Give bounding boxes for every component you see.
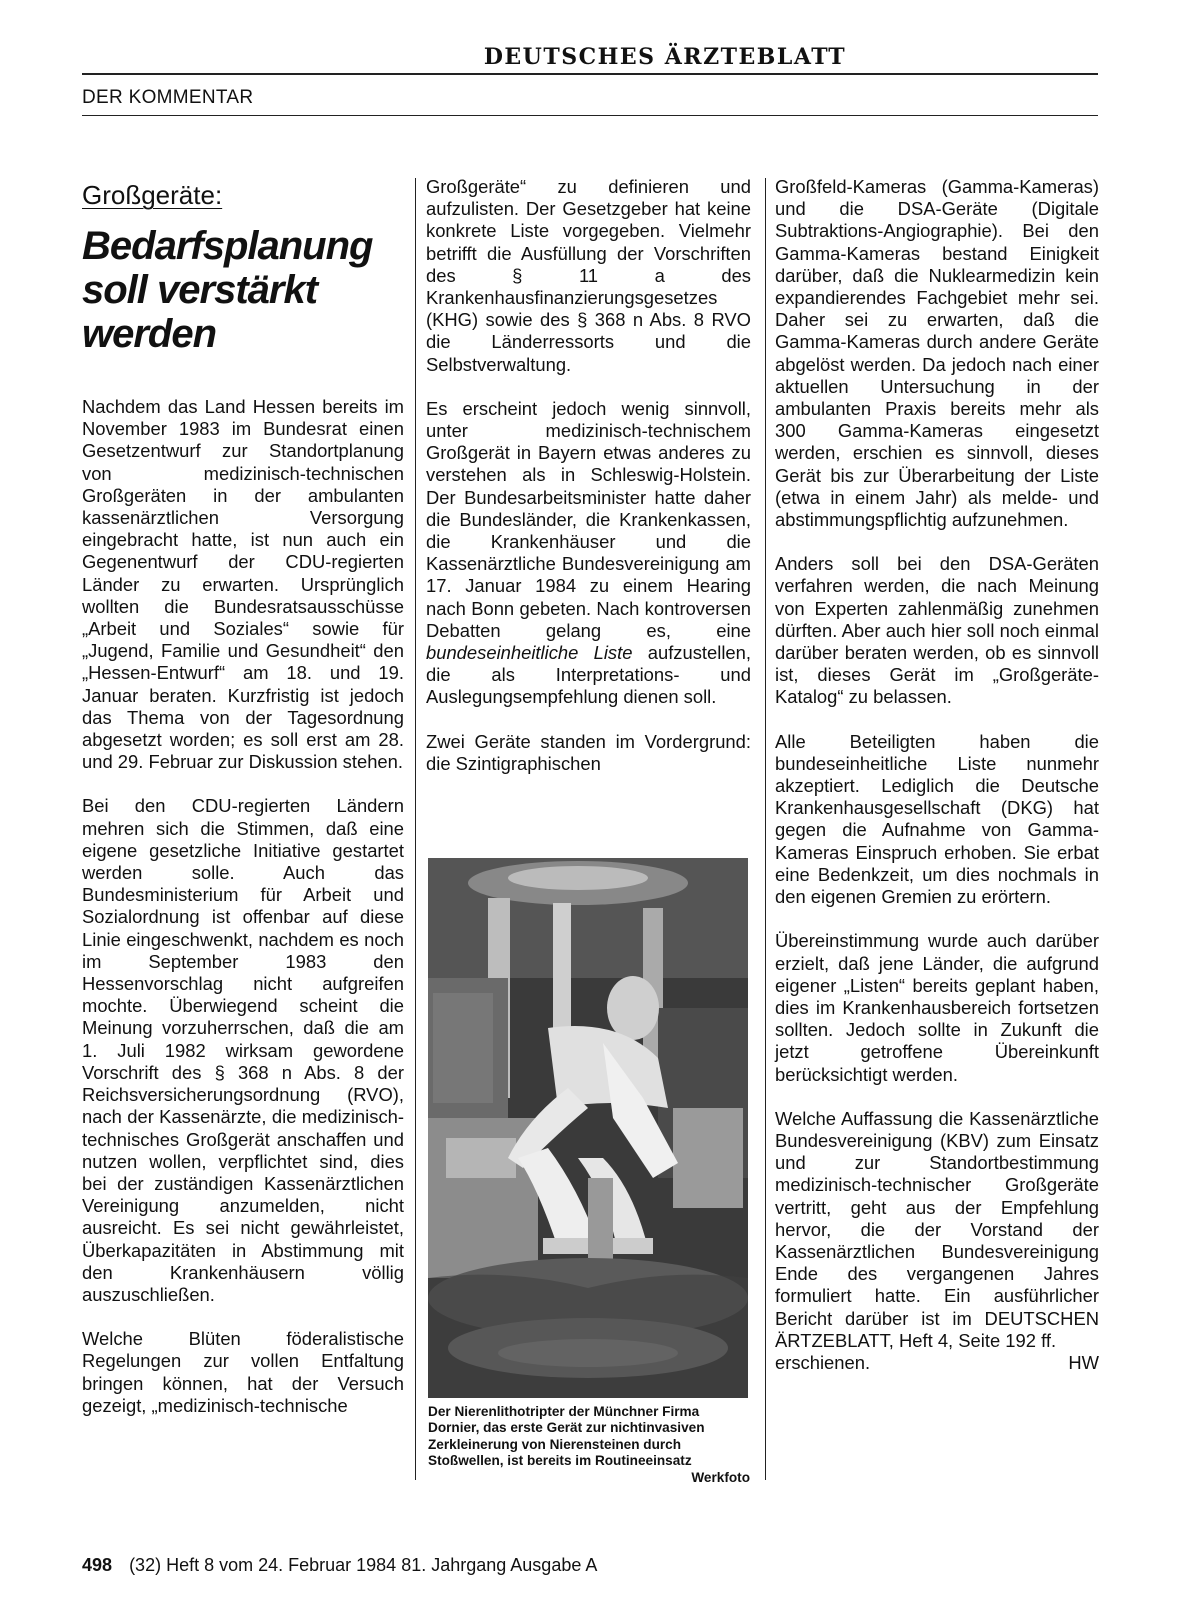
paragraph: Übereinstimmung wurde auch darüber erzielt, daß jene Länder, die aufgrund eigener „Listen“ bereits geplant haben, dies im Krankenhausbereich fortsetzen sollten. Jedoch sollte in Zukunft die jetzt getroffene Übereinkunft berücksichtigt werden.: [775, 930, 1099, 1085]
photo-credit: Werkfoto: [691, 1469, 750, 1485]
caption-text: Der Nierenlithotripter der Münchner Firma Dornier, das erste Gerät zur nichtinvasiven Zerkleinerung von Nierensteinen durch Stoßwellen, ist bereits im Routineeinsatz: [428, 1404, 705, 1469]
paragraph: Alle Beteiligten haben die bundeseinheitliche Liste nunmehr akzeptiert. Lediglich die Deutsche Krankenhausgesellschaft (DKG) hat gegen die Aufnahme von Gamma-Kameras Einspruch erhoben. Sie erbat eine Bedenkzeit, um dies nochmals in den eigenen Gremien zu erörtern.: [775, 730, 1099, 908]
lithotripter-photo: [428, 858, 748, 1398]
article-column-3: [775, 176, 1099, 1374]
article-kicker: [82, 180, 222, 211]
masthead-rule: [82, 73, 1098, 75]
column-divider-right: [765, 178, 766, 1480]
paragraph: Großgeräte“ zu definieren und aufzulisten. Der Gesetzgeber hat keine konkrete Liste vorgegeben. Vielmehr betrifft die Ausfüllung der Vorschriften des § 11 a des Krankenhausfinanzierungsgesetzes (KHG) sowie des § 368 n Abs. 8 RVO die Länderressorts und die Selbstverwaltung.: [426, 176, 751, 375]
signoff-line: [775, 1352, 1099, 1374]
paragraph: Welche Auffassung die Kassenärztliche Bundesvereinigung (KBV) zum Einsatz und zur Standortbestimmung medizinisch-technischer Großgeräte vertritt, geht aus der Empfehlung hervor, die der Vorstand der Kassenärztlichen Bundesvereinigung Ende des vergangenen Jahres formuliert hatte. Ein ausführlicher Bericht darüber ist im DEUTSCHEN ÄRTZEBLATT, Heft 4, Seite 192 ff.: [775, 1107, 1099, 1351]
paragraph: Nachdem das Land Hessen bereits im November 1983 im Bundesrat einen Gesetzentwurf zur Standortplanung von medizinisch-technischen Großgeräten in der ambulanten kassenärztlichen Versorgung eingebracht hatte, ist nun auch ein Gegenentwurf der CDU-regierten Länder zu erwarten. Ursprünglich wollten die Bundesratsausschüsse „Arbeit und Soziales“ sowie für „Jugend, Familie und Gesundheit“ den „Hessen-Entwurf“ am 18. und 19. Januar beraten. Kurzfristig ist jedoch das Thema von der Tagesordnung abgesetzt worden; es soll erst am 28. und 29. Februar zur Diskussion stehen.: [82, 396, 404, 773]
paragraph: Bei den CDU-regierten Ländern mehren sich die Stimmen, daß eine eigene gesetzliche Initiative gestartet werden solle. Auch das Bundesministerium für Arbeit und Sozialordnung ist offenbar auf diese Linie eingeschwenkt, nachdem es noch im September 1983 den Hessenvorschlag nicht aufgreifen mochte. Überwiegend scheint die Meinung vorzuherrschen, daß die am 1. Juli 1982 wirksam gewordene Vorschrift des § 368 n Abs. 8 der Reichsversicherungsordnung (RVO), nach der Kassenärzte, die medizinisch-technisches Großgerät anschaffen und nutzen wollen, verpflichtet sind, dies bei der zuständigen Kassenärztlichen Vereinigung anzumelden, nicht ausreicht. Es sei nicht gewährleistet, Überkapazitäten in Abstimmung mit den Krankenhäusern völlig auszuschließen.: [82, 795, 404, 1305]
article-column-1: [82, 396, 404, 1417]
masthead: [0, 44, 1178, 70]
kicker-text: Großgeräte:: [82, 180, 223, 210]
paragraph-text: Es erscheint jedoch wenig sinnvoll, unter medizinisch-technischem Großgerät in Bayern etwas anderes zu verstehen als in Schleswig-Holstein. Der Bundesarbeitsminister hatte daher die Bundesländer, die Krankenkassen, die Krankenhäuser und die Kassenärztliche Bundesvereinigung am 17. Januar 1984 zu einem Hearing nach Bonn gebeten. Nach kontroversen Debatten gelang es, eine: [426, 397, 751, 641]
paragraph: Zwei Geräte standen im Vordergrund: die Szintigraphischen: [426, 730, 751, 774]
masthead-title: DEUTSCHES ÄRZTEBLATT: [483, 44, 847, 70]
author-initials: HW: [1068, 1351, 1099, 1373]
paragraph: Großfeld-Kameras (Gamma-Kameras) und die DSA-Geräte (Digitale Subtraktions-Angiographie). Bei den Gamma-Kameras bestand Einigkeit darüber, daß die Nuklearmedizin kein expandierendes Fachgebiet mehr sei. Daher sei zu erwarten, daß die Gamma-Kameras durch andere Geräte abgelöst werden. Da jedoch nach einer aktuellen Untersuchung in der ambulanten Praxis bereits mehr als 300 Gamma-Kameras eingesetzt werden, erschien es sinnvoll, dieses Gerät bis zur Überarbeitung der Liste (etwa in einem Jahr) als melde- und abstimmungspflichtig aufzunehmen.: [775, 176, 1099, 531]
page-footer: [82, 1555, 597, 1576]
paragraph: Anders soll bei den DSA-Geräten verfahren werden, die nach Meinung von Experten zahlenmäßig zunehmen dürften. Aber auch hier soll noch einmal darüber beraten werden, ob es sinnvoll ist, dieses Gerät im „Großgeräte-Katalog“ zu belassen.: [775, 553, 1099, 708]
closing-text: erschienen.: [775, 1351, 871, 1373]
photo-illustration: [428, 858, 748, 1398]
issue-info: (32) Heft 8 vom 24. Februar 1984 81. Jahrgang Ausgabe A: [129, 1555, 598, 1575]
caption-credit-line: [428, 1470, 750, 1486]
paragraph: Welche Blüten föderalistische Regelungen zur vollen Entfaltung bringen können, hat der Versuch gezeigt, „medizinisch-technische: [82, 1328, 404, 1416]
article-column-2: [426, 176, 751, 775]
photo-caption: [428, 1404, 750, 1486]
article-headline: Bedarfsplanung soll verstärkt werden: [82, 224, 373, 356]
page-number: 498: [82, 1555, 113, 1575]
emphasized-term: bundeseinheitliche Liste: [426, 642, 633, 664]
section-rule: [82, 115, 1098, 116]
paragraph-text: aufzustellen, die als Interpretations- und Auslegungsempfehlung dienen soll.: [426, 642, 751, 708]
paragraph: [426, 398, 751, 709]
section-label: DER KOMMENTAR: [82, 87, 254, 108]
column-divider-left: [415, 178, 416, 1480]
